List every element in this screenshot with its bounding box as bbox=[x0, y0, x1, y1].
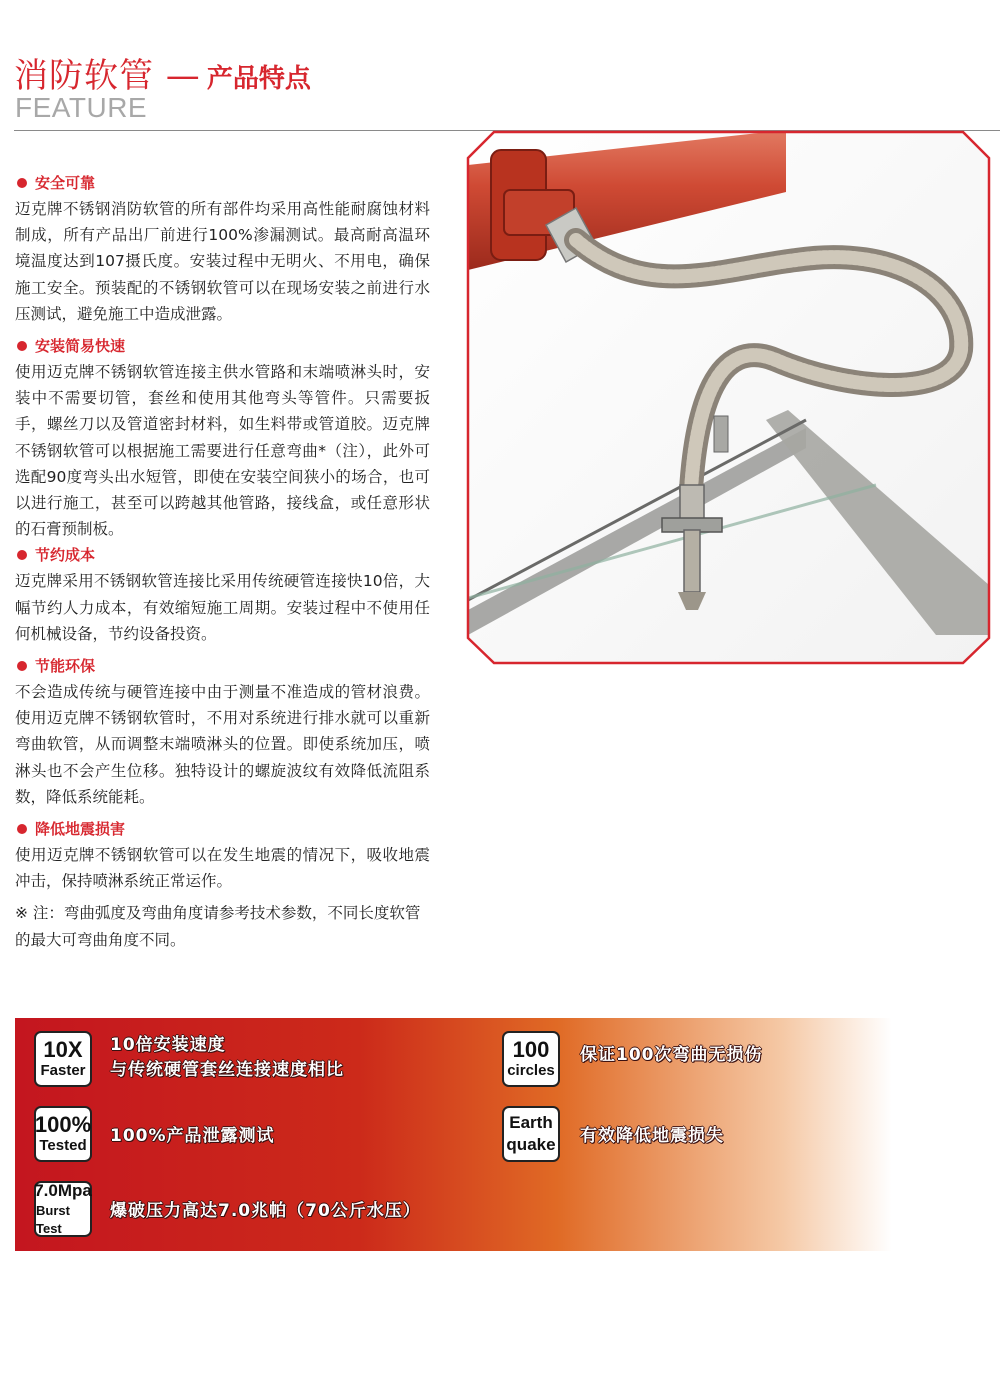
badge-tested: 100% Tested bbox=[34, 1106, 92, 1162]
bullet-icon bbox=[17, 550, 27, 560]
section-heading-text: 安装简易快速 bbox=[35, 337, 126, 356]
badge-10x: 10X Faster bbox=[34, 1031, 92, 1087]
section-body: 迈克牌不锈钢消防软管的所有部件均采用高性能耐腐蚀材料制成，所有产品出厂前进行100%渗漏测试。最高耐高温环境温度达到107摄氏度。安装过程中无明火、不用电，确保施工安全。预装配的不锈钢软管可以在现场安装之前进行水压测试，避免施工中造成泄露。 bbox=[15, 200, 430, 323]
section-heading bbox=[15, 816, 430, 842]
section-heading bbox=[15, 333, 430, 359]
section-heading-text: 降低地震损害 bbox=[35, 820, 126, 839]
bullet-icon bbox=[17, 178, 27, 188]
section-heading-text: 节约成本 bbox=[35, 546, 96, 565]
product-photo bbox=[466, 130, 991, 665]
page-title bbox=[14, 48, 311, 97]
feature-text-tested: 100%产品泄露测试 bbox=[110, 1126, 275, 1146]
section-heading-text: 节能环保 bbox=[35, 657, 96, 676]
feature-text-10x: 10倍安装速度 与传统硬管套丝连接速度相比 bbox=[110, 1035, 344, 1080]
title-sub: 产品特点 bbox=[206, 64, 311, 94]
section-heading bbox=[15, 170, 430, 196]
bullet-icon bbox=[17, 661, 27, 671]
section-body: 不会造成传统与硬管连接中由于测量不准造成的管材浪费。使用迈克牌不锈钢软管时，不用对系统进行排水就可以重新弯曲软管，从而调整末端喷淋头的位置。即使系统加压，喷淋头也不会产生位移。独特设计的螺旋波纹有效降低流阻系数，降低系统能耗。 bbox=[15, 683, 430, 806]
section-heading bbox=[15, 542, 430, 568]
bullet-icon bbox=[17, 824, 27, 834]
section-heading bbox=[15, 653, 430, 679]
feature-text-circles: 保证100次弯曲无损伤 bbox=[580, 1045, 763, 1065]
section-body: 使用迈克牌不锈钢软管可以在发生地震的情况下，吸收地震冲击，保持喷淋系统正常运作。 bbox=[15, 846, 430, 891]
badge-circles: 100 circles bbox=[502, 1031, 560, 1087]
feature-banner bbox=[15, 1018, 1000, 1251]
section-heading-text: 安全可靠 bbox=[35, 174, 96, 192]
feature-text-earthquake: 有效降低地震损失 bbox=[580, 1126, 724, 1146]
footnote: ※ 注：弯曲弧度及弯曲角度请参考技术参数，不同长度软管的最大可弯曲角度不同。 bbox=[15, 904, 421, 949]
page-subtitle: FEATURE bbox=[15, 92, 148, 123]
badge-burst: 7.0Mpa Burst Test bbox=[34, 1181, 92, 1236]
badge-earthquake: Earth quake bbox=[502, 1106, 560, 1162]
section-body: 迈克牌采用不锈钢软管连接比采用传统硬管连接快10倍，大幅节约人力成本，有效缩短施工周期。安装过程中不使用任何机械设备，节约设备投资。 bbox=[15, 572, 430, 643]
feature-text-burst: 爆破压力高达7.0兆帕（70公斤水压） bbox=[110, 1201, 421, 1221]
title-main: 消防软管 — bbox=[14, 56, 201, 96]
feature-list bbox=[15, 170, 430, 953]
section-body: 使用迈克牌不锈钢软管连接主供水管路和末端喷淋头时，安装中不需要切管，套丝和使用其他弯头等管件。只需要扳手，螺丝刀以及管道密封材料，如生料带或管道胶。迈克牌不锈钢软管可以根据施工需要进行任意弯曲*（注），此外可选配90度弯头出水短管，即使在安装空间狭小的场合，也可以进行施工，甚至可以跨越其他管路，接线盒，或任意形状的石膏预制板。 bbox=[15, 363, 430, 539]
bullet-icon bbox=[17, 341, 27, 351]
